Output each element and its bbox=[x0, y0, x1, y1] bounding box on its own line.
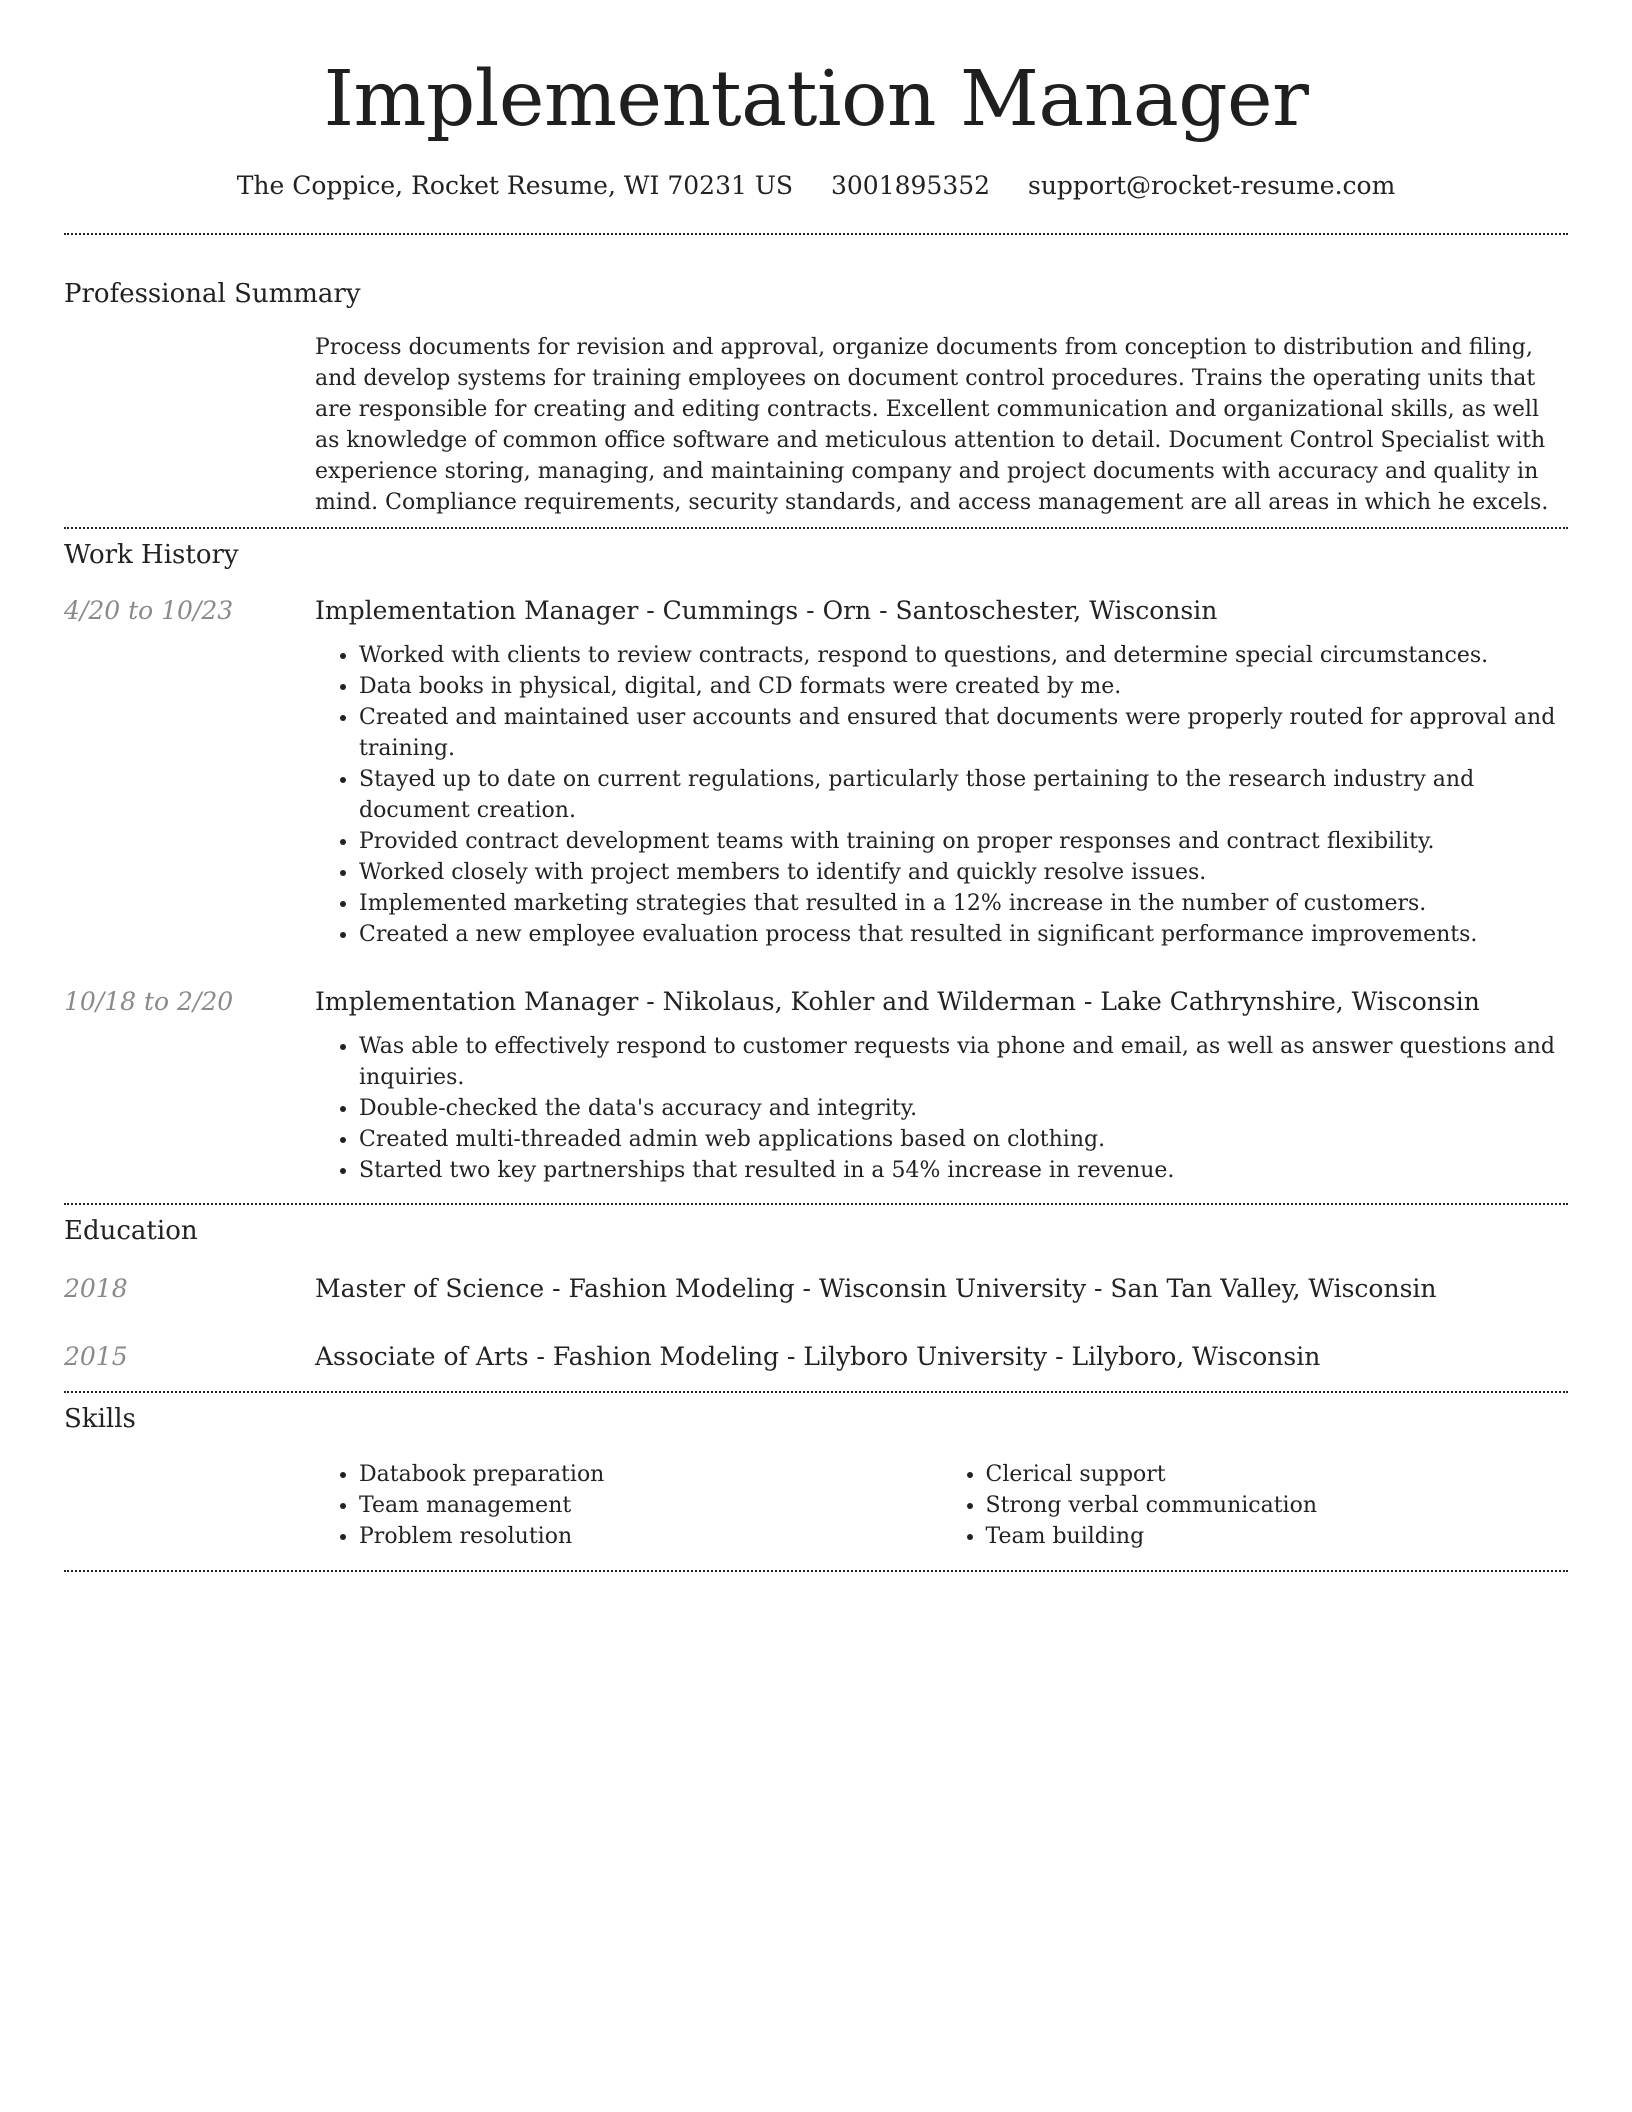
skill-item: • Databook preparation bbox=[359, 1459, 942, 1490]
contact-email: support@rocket-resume.com bbox=[1028, 171, 1396, 200]
contact-phone: 3001895352 bbox=[830, 171, 991, 200]
section-title-summary: Professional Summary bbox=[64, 279, 361, 309]
education-year: 2015 bbox=[64, 1342, 128, 1371]
divider bbox=[64, 1570, 1568, 1572]
divider bbox=[64, 233, 1568, 235]
skill-item: • Team building bbox=[986, 1521, 1569, 1552]
contact-line bbox=[64, 168, 1568, 204]
education-year: 2018 bbox=[64, 1274, 128, 1303]
list-item: • Started two key partnerships that resulted in a 54% increase in revenue. bbox=[359, 1155, 1568, 1186]
section-title-education: Education bbox=[64, 1216, 198, 1246]
divider bbox=[64, 1391, 1568, 1393]
resume-page bbox=[64, 0, 1568, 1572]
resume-name: Implementation Manager bbox=[323, 55, 1309, 144]
list-item: • Provided contract development teams with training on proper responses and contract flexibility. bbox=[359, 826, 1568, 857]
job-bullets bbox=[315, 640, 1568, 950]
section-title-skills: Skills bbox=[64, 1404, 136, 1434]
skill-item: • Problem resolution bbox=[359, 1521, 942, 1552]
education-degree: Master of Science - Fashion Modeling - Wisconsin University - San Tan Valley, Wisconsin bbox=[315, 1274, 1437, 1303]
list-item: • Stayed up to date on current regulations, particularly those pertaining to the research industry and document creation. bbox=[359, 764, 1568, 826]
job-dates: 10/18 to 2/20 bbox=[64, 987, 234, 1016]
list-item: • Worked closely with project members to identify and quickly resolve issues. bbox=[359, 857, 1568, 888]
job-bullets bbox=[315, 1031, 1568, 1186]
list-item: • Worked with clients to review contracts, respond to questions, and determine special circumstances. bbox=[359, 640, 1568, 671]
list-item: • Created multi-threaded admin web applications based on clothing. bbox=[359, 1124, 1568, 1155]
skills-list bbox=[315, 1459, 1568, 1552]
education-entry bbox=[64, 1271, 1568, 1307]
job-entry bbox=[64, 593, 1568, 950]
list-item: • Created a new employee evaluation process that resulted in significant performance improvements. bbox=[359, 919, 1568, 950]
divider bbox=[64, 1203, 1568, 1205]
job-title: Implementation Manager - Nikolaus, Kohler and Wilderman - Lake Cathrynshire, Wisconsin bbox=[315, 987, 1480, 1016]
skills-column-right bbox=[942, 1459, 1569, 1552]
divider bbox=[64, 527, 1568, 529]
skill-item: • Strong verbal communication bbox=[986, 1490, 1569, 1521]
summary-text: Process documents for revision and approval, organize documents from conception to distribution and filing, and develop systems for training employees on document control procedures. Trains the operating units that are responsible for creating and editing contracts. Excellent communication and organizational skills, as well as knowledge of common office software and meticulous attention to detail. Document Control Specialist with experience storing, managing, and maintaining company and project documents with accuracy and quality in mind. Compliance requirements, security standards, and access management are all areas in which he excels. bbox=[315, 335, 1549, 515]
section-title-work-history: Work History bbox=[64, 540, 239, 570]
list-item: • Was able to effectively respond to customer requests via phone and email, as well as answer questions and inquiries. bbox=[359, 1031, 1568, 1093]
list-item: • Double-checked the data's accuracy and integrity. bbox=[359, 1093, 1568, 1124]
list-item: • Created and maintained user accounts and ensured that documents were properly routed for approval and training. bbox=[359, 702, 1568, 764]
job-title: Implementation Manager - Cummings - Orn - Santoschester, Wisconsin bbox=[315, 596, 1218, 625]
skill-item: • Clerical support bbox=[986, 1459, 1569, 1490]
job-dates: 4/20 to 10/23 bbox=[64, 596, 234, 625]
contact-address: The Coppice, Rocket Resume, WI 70231 US bbox=[236, 171, 794, 200]
list-item: • Data books in physical, digital, and CD formats were created by me. bbox=[359, 671, 1568, 702]
skills-column-left bbox=[315, 1459, 942, 1552]
education-degree: Associate of Arts - Fashion Modeling - Lilyboro University - Lilyboro, Wisconsin bbox=[315, 1342, 1321, 1371]
education-entry bbox=[64, 1339, 1568, 1375]
job-entry bbox=[64, 984, 1568, 1186]
list-item: • Implemented marketing strategies that resulted in a 12% increase in the number of customers. bbox=[359, 888, 1568, 919]
skill-item: • Team management bbox=[359, 1490, 942, 1521]
